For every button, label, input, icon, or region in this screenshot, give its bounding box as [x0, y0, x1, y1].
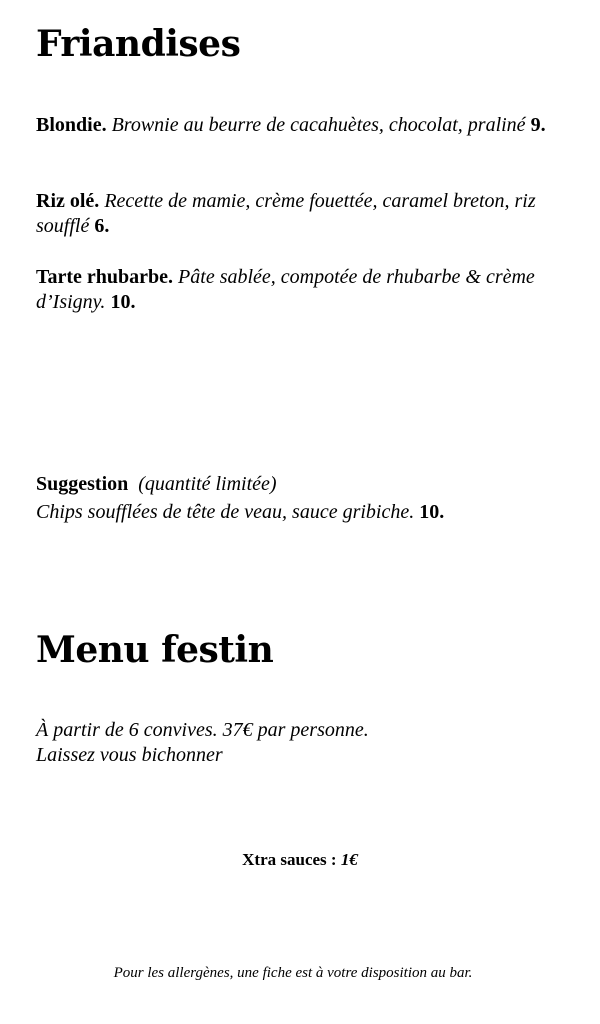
suggestion-note: (quantité limitée): [138, 473, 277, 495]
xtra-sauces: [0, 848, 600, 872]
xtra-sauces-price: 1€: [340, 850, 358, 869]
item-name: Blondie.: [36, 114, 107, 136]
item-description: Recette de mamie, crème fouettée, caramel breton, riz soufflé: [36, 190, 536, 237]
item-name: Riz olé.: [36, 190, 100, 212]
suggestion-title: Suggestion: [36, 473, 129, 495]
item-name: Tarte rhubarbe.: [36, 266, 174, 288]
suggestion-header: [36, 470, 596, 498]
festin-line-2: Laissez vous bichonner: [36, 744, 223, 766]
suggestion-line: [36, 498, 596, 526]
item-price: 6.: [94, 215, 110, 237]
item-price: 10.: [110, 291, 136, 313]
section-title-menu-festin: Menu festin: [36, 629, 274, 671]
menu-item-tarte-rhubarbe: [36, 265, 576, 315]
item-description: Brownie au beurre de cacahuètes, chocolat, praliné: [111, 114, 526, 136]
suggestion-price: 10.: [419, 501, 445, 523]
suggestion-description: Chips soufflées de tête de veau, sauce gribiche.: [36, 501, 415, 523]
xtra-sauces-label: Xtra sauces :: [242, 850, 337, 869]
suggestion-block: [36, 470, 596, 526]
menu-festin-description: [36, 718, 576, 768]
menu-item-blondie: [36, 113, 576, 138]
allergen-note: Pour les allergènes, une fiche est à votre disposition au bar.: [113, 965, 473, 981]
festin-line-1: À partir de 6 convives. 37€ par personne.: [36, 719, 369, 741]
item-price: 9.: [530, 114, 546, 136]
item-description: Pâte sablée, compotée de rhubarbe & crème d’Isigny.: [36, 266, 535, 313]
section-title-friandises: Friandises: [36, 23, 241, 65]
menu-item-riz-ole: [36, 189, 576, 239]
